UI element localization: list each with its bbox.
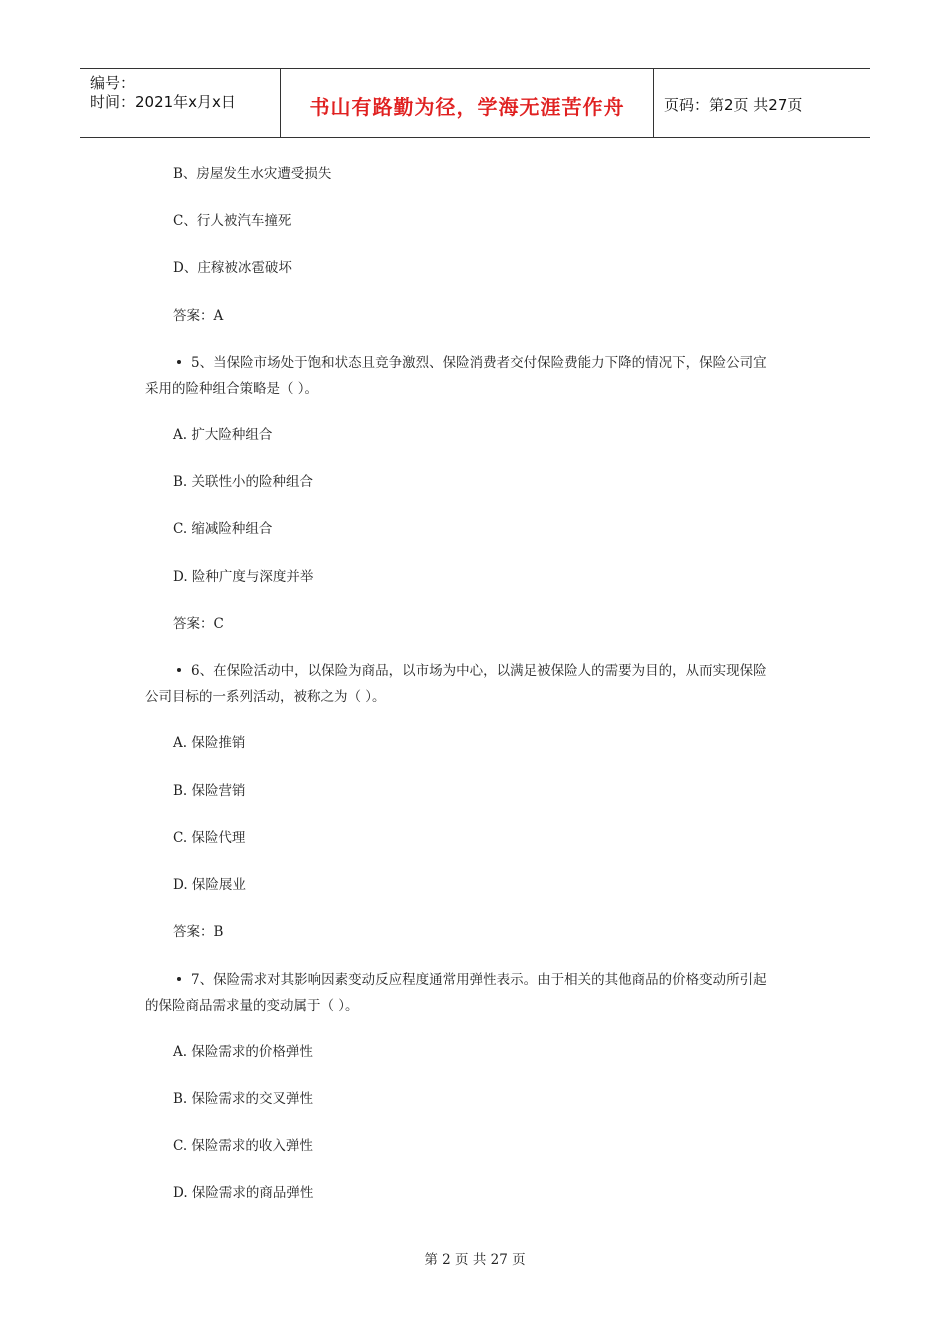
page-footer: 第 2 页 共 27 页: [424, 1252, 526, 1268]
option-text: C. 保险需求的收入弹性: [173, 1138, 313, 1154]
answer-text: 答案：A: [173, 308, 224, 324]
option-text: C. 保险代理: [173, 830, 246, 846]
option-text: D、庄稼被冰雹破坏: [173, 260, 292, 276]
bullet-icon: [177, 360, 181, 364]
question-text: 5、当保险市场处于饱和状态且竞争激烈、保险消费者交付保险费能力下降的情况下，保险公司宜: [191, 355, 767, 371]
document-number-label: 编号：: [90, 74, 136, 92]
question-text-cont: 采用的险种组合策略是（ ）。: [145, 381, 319, 397]
header-page-cell: [654, 69, 870, 137]
option-text: B. 关联性小的险种组合: [173, 474, 314, 490]
question-text-cont: 公司目标的一系列活动，被称之为（ ）。: [145, 689, 386, 705]
option-text: D. 险种广度与深度并举: [173, 569, 314, 585]
header-page-info: 页码：第2页 共27页: [664, 96, 803, 114]
document-date-label: 时间：2021年x月x日: [90, 93, 236, 111]
header-motto: 书山有路勤为径，学海无涯苦作舟: [309, 95, 625, 119]
bullet-icon: [177, 668, 181, 672]
option-text: A. 保险推销: [173, 735, 246, 751]
question-text: 6、在保险活动中，以保险为商品，以市场为中心，以满足被保险人的需要为目的，从而实现保险: [191, 663, 767, 679]
option-text: C、行人被汽车撞死: [173, 213, 292, 229]
question-text: 7、保险需求对其影响因素变动反应程度通常用弹性表示。由于相关的其他商品的价格变动所引起: [191, 972, 767, 988]
option-text: D. 保险需求的商品弹性: [173, 1185, 314, 1201]
bullet-icon: [177, 977, 181, 981]
option-text: A. 扩大险种组合: [173, 427, 273, 443]
question-line: [177, 351, 767, 371]
option-text: C. 缩减险种组合: [173, 521, 273, 537]
option-text: D. 保险展业: [173, 877, 246, 893]
header-motto-cell: [281, 69, 654, 137]
question-text-cont: 的保险商品需求量的变动属于（ ）。: [145, 998, 359, 1014]
header-meta-cell: [80, 69, 281, 137]
page-header: [80, 68, 870, 138]
answer-text: 答案：C: [173, 616, 224, 632]
option-text: B. 保险需求的交叉弹性: [173, 1091, 314, 1107]
option-text: B. 保险营销: [173, 783, 246, 799]
option-text: A. 保险需求的价格弹性: [173, 1044, 313, 1060]
answer-text: 答案：B: [173, 924, 224, 940]
option-text: B、房屋发生水灾遭受损失: [173, 166, 332, 182]
question-line: [177, 968, 767, 988]
question-line: [177, 659, 767, 679]
